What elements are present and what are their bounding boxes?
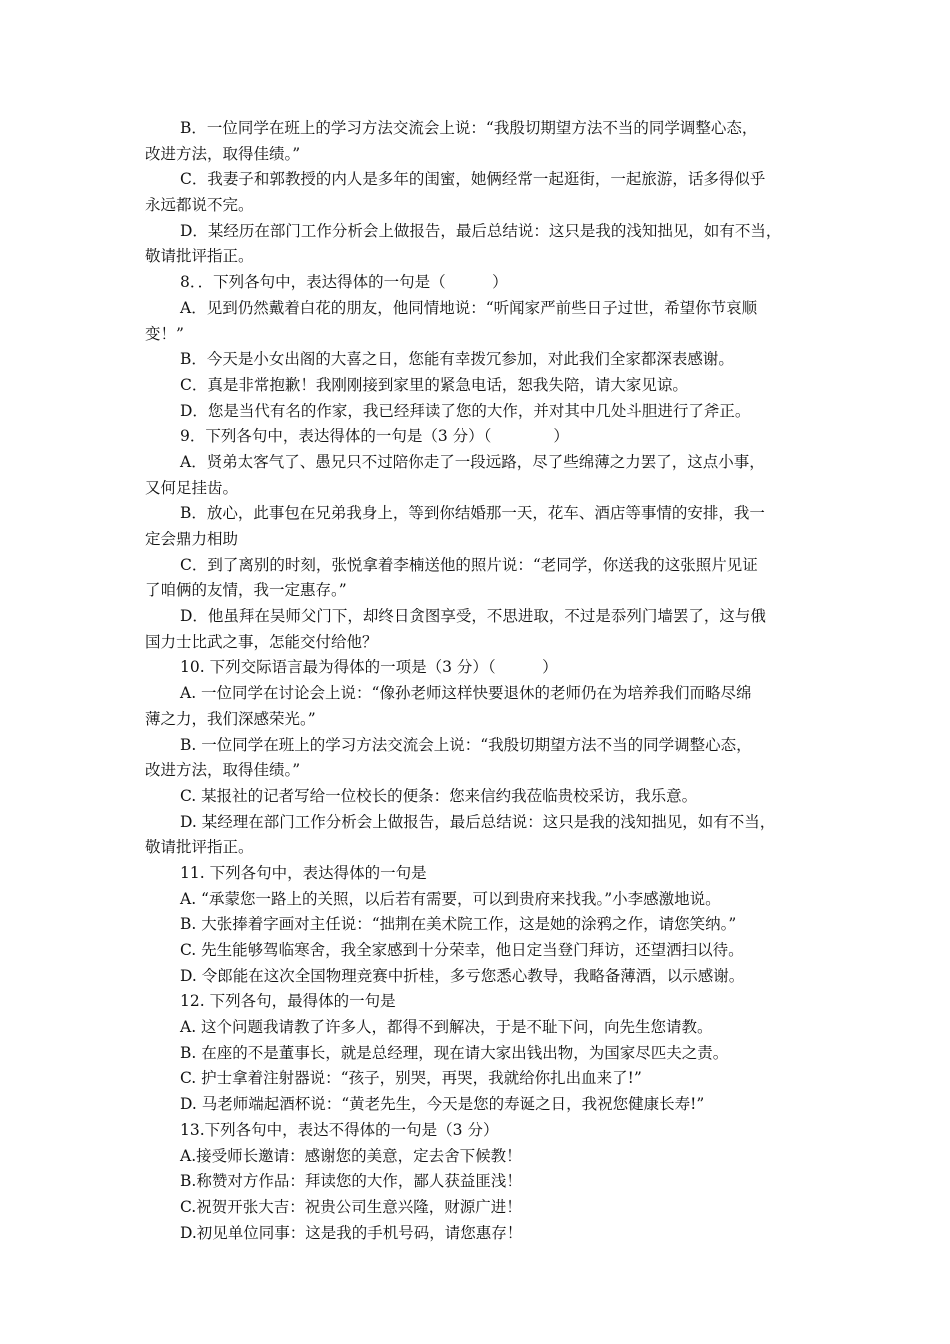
text-line: 了咱俩的友情，我一定惠存。” <box>145 581 347 600</box>
text-line: 8．．下列各句中，表达得体的一句是（ ） <box>180 273 508 292</box>
text-line: 敬请批评指正。 <box>145 838 254 857</box>
text-line: C. 先生能够驾临寒舍，我全家感到十分荣幸，他日定当登门拜访，还望洒扫以待。 <box>180 941 744 959</box>
text-line: C．我妻子和郭教授的内人是多年的闺蜜，她俩经常一起逛街，一起旅游，话多得似乎 <box>180 170 766 189</box>
text-line: 11. 下列各句中，表达得体的一句是 <box>180 863 427 882</box>
text-line: A. “承蒙您一路上的关照，以后若有需要，可以到贵府来找我。”小李感激地说。 <box>180 889 721 908</box>
text-line: A. 这个问题我请教了许多人，都得不到解决，于是不耻下问，向先生您请教。 <box>180 1018 713 1037</box>
text-line: 13.下列各句中，表达不得体的一句是（3 分） <box>180 1120 499 1139</box>
text-line: C．真是非常抱歉！我刚刚接到家里的紧急电话，恕我失陪，请大家见谅。 <box>180 375 688 394</box>
text-line: C. 某报社的记者写给一位校长的便条：您来信约我莅临贵校采访，我乐意。 <box>180 786 698 805</box>
text-line: 12. 下列各句，最得体的一句是 <box>180 992 396 1011</box>
text-line: 敬请批评指正。 <box>145 247 254 266</box>
text-line: 改进方法，取得佳绩。” <box>145 144 301 163</box>
text-line: B．今天是小女出阁的大喜之日，您能有幸拨冗参加，对此我们全家都深表感谢。 <box>180 350 734 369</box>
text-line: C．到了离别的时刻，张悦拿着李楠送他的照片说：“老同学，你送我的这张照片见证 <box>180 555 758 574</box>
text-line: 又何足挂齿。 <box>145 478 239 497</box>
text-line: 变！” <box>145 324 184 343</box>
text-line: D．您是当代有名的作家，我已经拜读了您的大作，并对其中几处斗胆进行了斧正。 <box>180 401 751 420</box>
text-line: 薄之力，我们深感荣光。” <box>145 709 316 728</box>
text-line: 永远都说不完。 <box>145 196 254 215</box>
text-line: C. 护士拿着注射器说：“孩子，别哭，再哭，我就给你扎出血来了!” <box>180 1069 642 1088</box>
text-line: 9．下列各句中，表达得体的一句是（3 分）（ ） <box>180 427 569 446</box>
text-line: A．见到仍然戴着白花的朋友，他同情地说：“听闻家严前些日子过世，希望你节哀顺 <box>180 298 758 317</box>
text-line: D. 马老师端起酒杯说：“黄老先生，今天是您的寿诞之日，我祝您健康长寿!” <box>180 1095 705 1114</box>
text-line: 改进方法，取得佳绩。” <box>145 761 301 780</box>
text-line: 定会鼎力相助 <box>145 530 239 548</box>
text-line: 国力士比武之事，怎能交付给他？ <box>145 632 378 651</box>
text-line: B. 一位同学在班上的学习方法交流会上说：“我殷切期望方法不当的同学调整心态， <box>180 735 752 754</box>
text-line: D．他虽拜在吴师父门下，却终日贪图享受，不思进取，不过是忝列门墙罢了，这与俄 <box>180 607 766 626</box>
text-line: B. 在座的不是董事长，就是总经理，现在请大家出钱出物，为国家尽匹夫之责。 <box>180 1043 729 1062</box>
text-line: D．某经历在部门工作分析会上做报告，最后总结说：这只是我的浅知拙见，如有不当， <box>180 221 782 240</box>
text-line: A. 一位同学在讨论会上说：“像孙老师这样快要退休的老师仍在为培养我们而略尽绵 <box>180 684 752 703</box>
text-line: C.祝贺开张大吉：祝贵公司生意兴隆，财源广进！ <box>180 1197 522 1216</box>
text-line: D. 某经理在部门工作分析会上做报告，最后总结说：这只是我的浅知拙见，如有不当， <box>180 812 776 831</box>
document-body <box>145 116 810 1246</box>
text-line: A.接受师长邀请：感谢您的美意，定去舍下候教！ <box>180 1146 522 1165</box>
text-line: D. 令郎能在这次全国物理竞赛中折桂，多亏您悉心教导，我略备薄酒，以示感谢。 <box>180 966 745 985</box>
text-line: A．贤弟太客气了、愚兄只不过陪你走了一段远路，尽了些绵薄之力罢了，这点小事， <box>180 452 765 471</box>
text-line: D.初见单位同事：这是我的手机号码，请您惠存！ <box>180 1223 523 1242</box>
text-line: B．一位同学在班上的学习方法交流会上说：“我殷切期望方法不当的同学调整心态， <box>180 119 758 137</box>
text-line: B.称赞对方作品：拜读您的大作，鄙人获益匪浅！ <box>180 1172 522 1191</box>
text-line: B. 大张捧着字画对主任说：“拙荆在美术院工作，这是她的涂鸦之作，请您笑纳。” <box>180 915 737 934</box>
text-line: B．放心，此事包在兄弟我身上，等到你结婚那一天，花车、酒店等事情的安排，我一 <box>180 504 765 523</box>
text-line: 10. 下列交际语言最为得体的一项是（3 分）（ ） <box>180 658 558 677</box>
